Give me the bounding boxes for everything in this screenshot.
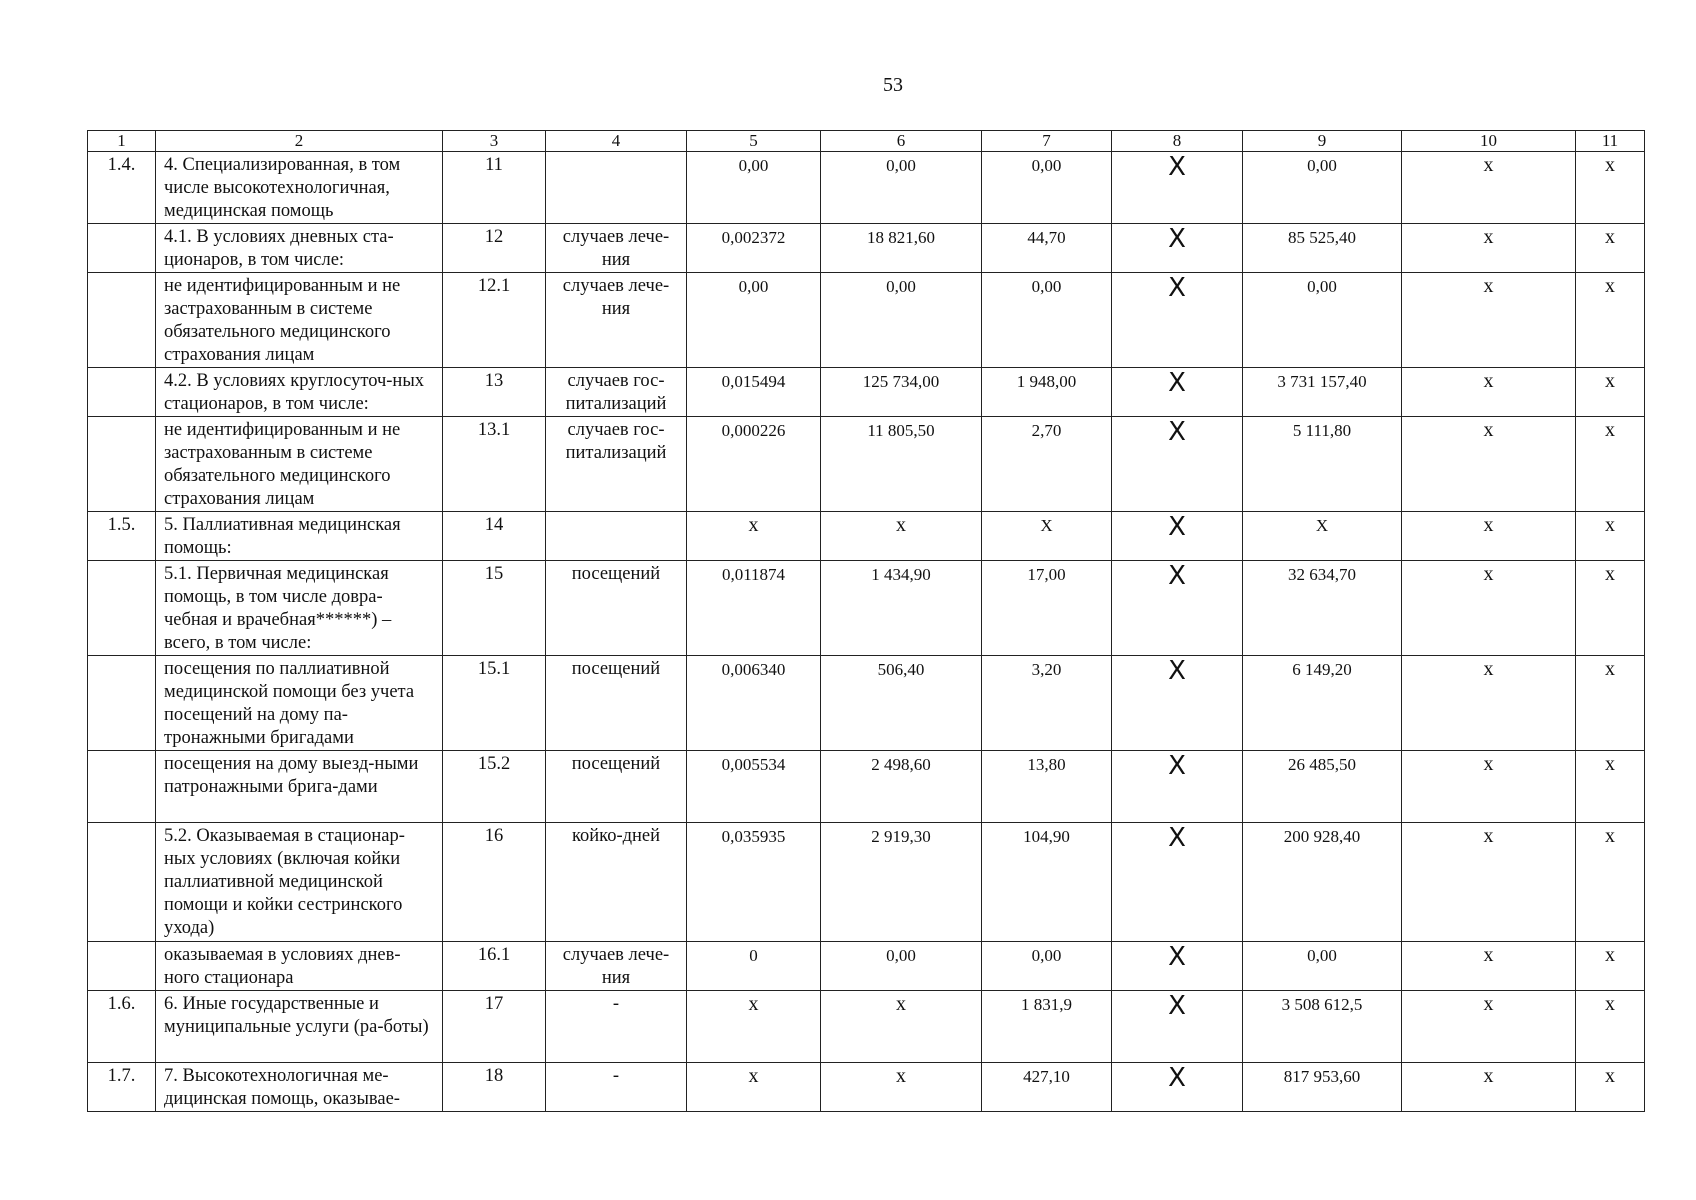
cell-col10: x bbox=[1402, 751, 1576, 823]
table-row bbox=[88, 224, 1645, 273]
cell-col5: 0 bbox=[687, 942, 821, 991]
section-number bbox=[88, 656, 156, 751]
cell-col10: x bbox=[1402, 512, 1576, 561]
row-name: оказываемая в условиях днев-ного стационара bbox=[156, 942, 443, 991]
cell-col6: x bbox=[821, 1063, 982, 1112]
unit bbox=[546, 152, 687, 224]
cell-col11: x bbox=[1576, 656, 1645, 751]
cell-col5: x bbox=[687, 1063, 821, 1112]
cell-col5: x bbox=[687, 991, 821, 1063]
cell-col8: X bbox=[1112, 368, 1243, 417]
cell-col6: 0,00 bbox=[821, 942, 982, 991]
row-code: 13 bbox=[443, 368, 546, 417]
cell-col9: 200 928,40 bbox=[1243, 823, 1402, 942]
table-row bbox=[88, 751, 1645, 823]
page-number: 53 bbox=[883, 74, 903, 96]
row-code: 15.2 bbox=[443, 751, 546, 823]
row-code: 16 bbox=[443, 823, 546, 942]
unit: посещений bbox=[546, 561, 687, 656]
cell-col8: X bbox=[1112, 512, 1243, 561]
section-number bbox=[88, 823, 156, 942]
col-header: 7 bbox=[982, 131, 1112, 152]
cell-col5: x bbox=[687, 512, 821, 561]
cell-col8: X bbox=[1112, 751, 1243, 823]
cell-col10: x bbox=[1402, 368, 1576, 417]
cell-col5: 0,005534 bbox=[687, 751, 821, 823]
cell-col10: x bbox=[1402, 224, 1576, 273]
table-row bbox=[88, 561, 1645, 656]
cell-col7: 44,70 bbox=[982, 224, 1112, 273]
row-name: 5.2. Оказываемая в стационар-ных условиях (включая койки паллиативной медицинской помощи и койки сестринского ухода) bbox=[156, 823, 443, 942]
cell-col6: 0,00 bbox=[821, 273, 982, 368]
row-name: 4.2. В условиях круглосуточ-ных стационаров, в том числе: bbox=[156, 368, 443, 417]
row-name: 4. Специализированная, в том числе высокотехнологичная, медицинская помощь bbox=[156, 152, 443, 224]
unit: посещений bbox=[546, 751, 687, 823]
cell-col6: 2 498,60 bbox=[821, 751, 982, 823]
cell-col7: 17,00 bbox=[982, 561, 1112, 656]
row-code: 12 bbox=[443, 224, 546, 273]
cell-col7: 2,70 bbox=[982, 417, 1112, 512]
table-row bbox=[88, 942, 1645, 991]
data-table bbox=[87, 130, 1645, 1112]
cell-col8: X bbox=[1112, 656, 1243, 751]
row-name: посещения на дому выезд-ными патронажными брига-дами bbox=[156, 751, 443, 823]
section-number bbox=[88, 417, 156, 512]
unit: случаев лече-ния bbox=[546, 273, 687, 368]
cell-col9: 0,00 bbox=[1243, 942, 1402, 991]
table-row bbox=[88, 656, 1645, 751]
cell-col5: 0,00 bbox=[687, 273, 821, 368]
cell-col6: 1 434,90 bbox=[821, 561, 982, 656]
cell-col8: X bbox=[1112, 991, 1243, 1063]
section-number bbox=[88, 751, 156, 823]
cell-col7: 0,00 bbox=[982, 942, 1112, 991]
table-row bbox=[88, 368, 1645, 417]
unit: посещений bbox=[546, 656, 687, 751]
cell-col6: 11 805,50 bbox=[821, 417, 982, 512]
cell-col9: 0,00 bbox=[1243, 152, 1402, 224]
row-code: 18 bbox=[443, 1063, 546, 1112]
col-header: 9 bbox=[1243, 131, 1402, 152]
table-row bbox=[88, 823, 1645, 942]
cell-col9: 817 953,60 bbox=[1243, 1063, 1402, 1112]
row-name: посещения по паллиативной медицинской помощи без учета посещений на дому па-тронажными бригадами bbox=[156, 656, 443, 751]
cell-col10: x bbox=[1402, 561, 1576, 656]
cell-col9: 6 149,20 bbox=[1243, 656, 1402, 751]
cell-col10: x bbox=[1402, 991, 1576, 1063]
cell-col7: 13,80 bbox=[982, 751, 1112, 823]
row-code: 12.1 bbox=[443, 273, 546, 368]
table-row bbox=[88, 417, 1645, 512]
row-name: 7. Высокотехнологичная ме-дицинская помощь, оказывае- bbox=[156, 1063, 443, 1112]
cell-col10: x bbox=[1402, 273, 1576, 368]
cell-col5: 0,015494 bbox=[687, 368, 821, 417]
cell-col10: x bbox=[1402, 823, 1576, 942]
col-header: 6 bbox=[821, 131, 982, 152]
cell-col11: x bbox=[1576, 823, 1645, 942]
section-number: 1.7. bbox=[88, 1063, 156, 1112]
unit: случаев лече-ния bbox=[546, 224, 687, 273]
cell-col11: x bbox=[1576, 224, 1645, 273]
table-row bbox=[88, 1063, 1645, 1112]
cell-col7: 1 831,9 bbox=[982, 991, 1112, 1063]
cell-col11: x bbox=[1576, 1063, 1645, 1112]
cell-col8: X bbox=[1112, 152, 1243, 224]
col-header: 10 bbox=[1402, 131, 1576, 152]
cell-col9: 32 634,70 bbox=[1243, 561, 1402, 656]
unit: - bbox=[546, 991, 687, 1063]
cell-col11: x bbox=[1576, 942, 1645, 991]
col-header: 8 bbox=[1112, 131, 1243, 152]
row-name: 6. Иные государственные и муниципальные услуги (ра-боты) bbox=[156, 991, 443, 1063]
cell-col6: 18 821,60 bbox=[821, 224, 982, 273]
row-name: 5.1. Первичная медицинская помощь, в том числе довра-чебная и врачебная******) – всего, в том числе: bbox=[156, 561, 443, 656]
section-number: 1.6. bbox=[88, 991, 156, 1063]
row-code: 11 bbox=[443, 152, 546, 224]
row-code: 17 bbox=[443, 991, 546, 1063]
row-name: не идентифицированным и не застрахованным в системе обязательного медицинского страхования лицам bbox=[156, 417, 443, 512]
cell-col5: 0,011874 bbox=[687, 561, 821, 656]
cell-col6: 2 919,30 bbox=[821, 823, 982, 942]
cell-col11: x bbox=[1576, 368, 1645, 417]
section-number bbox=[88, 224, 156, 273]
cell-col11: x bbox=[1576, 152, 1645, 224]
row-code: 15.1 bbox=[443, 656, 546, 751]
section-number bbox=[88, 273, 156, 368]
cell-col11: x bbox=[1576, 273, 1645, 368]
cell-col8: X bbox=[1112, 1063, 1243, 1112]
cell-col6: 0,00 bbox=[821, 152, 982, 224]
section-number bbox=[88, 561, 156, 656]
cell-col11: x bbox=[1576, 417, 1645, 512]
row-code: 16.1 bbox=[443, 942, 546, 991]
unit: случаев гос-питализаций bbox=[546, 417, 687, 512]
row-name: 4.1. В условиях дневных ста-ционаров, в том числе: bbox=[156, 224, 443, 273]
cell-col5: 0,000226 bbox=[687, 417, 821, 512]
cell-col11: x bbox=[1576, 751, 1645, 823]
col-header: 4 bbox=[546, 131, 687, 152]
cell-col9: 5 111,80 bbox=[1243, 417, 1402, 512]
cell-col7: 104,90 bbox=[982, 823, 1112, 942]
table-row bbox=[88, 991, 1645, 1063]
row-name: 5. Паллиативная медицинская помощь: bbox=[156, 512, 443, 561]
unit: койко-дней bbox=[546, 823, 687, 942]
cell-col6: 506,40 bbox=[821, 656, 982, 751]
cell-col7: 3,20 bbox=[982, 656, 1112, 751]
table-row bbox=[88, 512, 1645, 561]
cell-col7: 1 948,00 bbox=[982, 368, 1112, 417]
cell-col6: x bbox=[821, 512, 982, 561]
cell-col7: 427,10 bbox=[982, 1063, 1112, 1112]
col-header: 5 bbox=[687, 131, 821, 152]
cell-col10: x bbox=[1402, 656, 1576, 751]
cell-col5: 0,006340 bbox=[687, 656, 821, 751]
cell-col8: X bbox=[1112, 417, 1243, 512]
unit: - bbox=[546, 1063, 687, 1112]
section-number: 1.5. bbox=[88, 512, 156, 561]
cell-col11: x bbox=[1576, 512, 1645, 561]
col-header: 1 bbox=[88, 131, 156, 152]
cell-col5: 0,002372 bbox=[687, 224, 821, 273]
col-header: 11 bbox=[1576, 131, 1645, 152]
cell-col10: x bbox=[1402, 152, 1576, 224]
cell-col7: 0,00 bbox=[982, 273, 1112, 368]
table-row bbox=[88, 273, 1645, 368]
cell-col10: x bbox=[1402, 942, 1576, 991]
unit: случаев гос-питализаций bbox=[546, 368, 687, 417]
cell-col9: 3 508 612,5 bbox=[1243, 991, 1402, 1063]
section-number: 1.4. bbox=[88, 152, 156, 224]
cell-col7: 0,00 bbox=[982, 152, 1112, 224]
cell-col8: X bbox=[1112, 942, 1243, 991]
row-name: не идентифицированным и не застрахованным в системе обязательного медицинского страхования лицам bbox=[156, 273, 443, 368]
cell-col7: X bbox=[982, 512, 1112, 561]
section-number bbox=[88, 942, 156, 991]
unit bbox=[546, 512, 687, 561]
cell-col9: 85 525,40 bbox=[1243, 224, 1402, 273]
cell-col10: x bbox=[1402, 1063, 1576, 1112]
table-row bbox=[88, 152, 1645, 224]
cell-col10: x bbox=[1402, 417, 1576, 512]
cell-col9: 26 485,50 bbox=[1243, 751, 1402, 823]
row-code: 13.1 bbox=[443, 417, 546, 512]
cell-col11: x bbox=[1576, 561, 1645, 656]
row-code: 15 bbox=[443, 561, 546, 656]
cell-col9: 0,00 bbox=[1243, 273, 1402, 368]
column-number-row bbox=[88, 131, 1645, 152]
cell-col9: X bbox=[1243, 512, 1402, 561]
row-code: 14 bbox=[443, 512, 546, 561]
cell-col8: X bbox=[1112, 561, 1243, 656]
col-header: 3 bbox=[443, 131, 546, 152]
unit: случаев лече-ния bbox=[546, 942, 687, 991]
cell-col8: X bbox=[1112, 823, 1243, 942]
cell-col11: x bbox=[1576, 991, 1645, 1063]
cell-col6: 125 734,00 bbox=[821, 368, 982, 417]
section-number bbox=[88, 368, 156, 417]
cell-col6: x bbox=[821, 991, 982, 1063]
cell-col9: 3 731 157,40 bbox=[1243, 368, 1402, 417]
cell-col8: X bbox=[1112, 273, 1243, 368]
cell-col5: 0,00 bbox=[687, 152, 821, 224]
cell-col8: X bbox=[1112, 224, 1243, 273]
cell-col5: 0,035935 bbox=[687, 823, 821, 942]
col-header: 2 bbox=[156, 131, 443, 152]
